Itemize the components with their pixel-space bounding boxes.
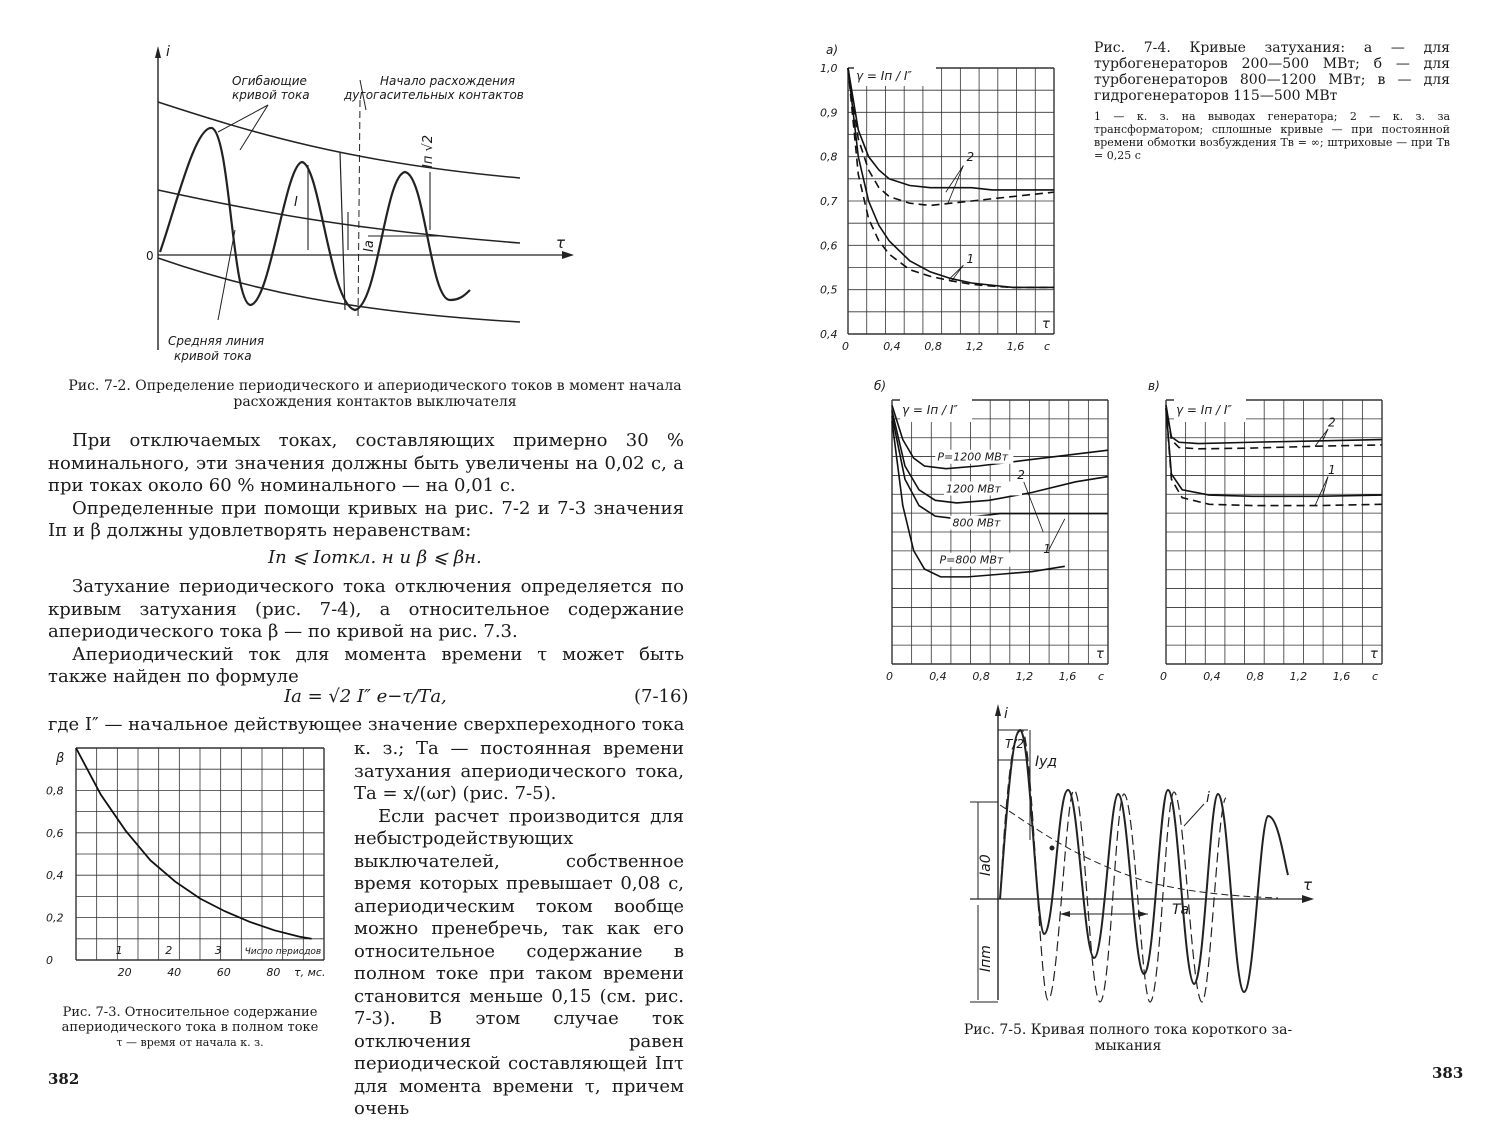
fig74a-unit: с xyxy=(1044,340,1051,353)
fig73-xlabel: τ, мс. xyxy=(294,966,326,979)
page-number-left: 382 xyxy=(48,1070,80,1088)
fig74b-xtick: 1,6 xyxy=(1058,670,1077,683)
fig74c-curve-label-1: 1 xyxy=(1328,462,1336,477)
fig74b-panel-label: б) xyxy=(874,379,887,393)
paragraph-1: При отключаемых токах, составляющих примерно 30 % номинального, эти значения должны быть увеличены на 0,02 с, а при токах около 60 % номинального — на 0,01 с. xyxy=(48,430,684,496)
fig74a-curve-label-2: 2 xyxy=(966,150,975,165)
where-line: где I″ — начальное действующее значение сверхпереходного тока xyxy=(48,714,685,735)
fig-7-3-chart xyxy=(44,740,344,1000)
left-page xyxy=(0,0,748,1119)
fig-7-4b-chart xyxy=(870,376,1120,686)
fig74c-leader-1a xyxy=(1315,477,1328,506)
fig73-ylabel: β xyxy=(56,751,65,766)
fig75-caption-line2: мыкания xyxy=(1094,1038,1162,1054)
fig74c-axis-tau: τ xyxy=(1370,647,1378,662)
fig73-ytick: 0,8 xyxy=(46,784,64,798)
fig74c-xtick: 1,6 xyxy=(1332,670,1351,683)
fig73-period-tick: 1 xyxy=(115,944,123,957)
fig74a-ytick: 0,4 xyxy=(820,328,838,341)
fig74a-series-3 xyxy=(848,68,1054,287)
fig74a-xtick: 0 xyxy=(842,340,849,353)
fig74b-curve-label-2: 800 МВт xyxy=(952,516,1001,530)
fig74a-xtick: 0,4 xyxy=(883,340,901,353)
fig73-ytick: 0,6 xyxy=(46,826,64,840)
body-text-middle xyxy=(48,576,684,689)
fig74b-curve-label-1: 1200 МВт xyxy=(946,482,1001,496)
right-page xyxy=(748,0,1495,1104)
fig74c-xtick: 0,4 xyxy=(1203,670,1221,683)
fig74c-xtick: 1,2 xyxy=(1289,670,1308,683)
fig72-label-Ia: Iа xyxy=(362,240,377,252)
fig74b-xtick: 1,2 xyxy=(1015,670,1034,683)
fig72-axis-tau: τ xyxy=(556,234,566,252)
fig73-caption-line3: τ — время от начала к. з. xyxy=(116,1036,264,1049)
fig72-envelope-line1: Огибающие xyxy=(232,74,307,88)
fig74b-xtick: 0,8 xyxy=(972,670,990,683)
fig74b-leader-2 xyxy=(1024,482,1043,532)
fig-7-5 xyxy=(948,700,1348,1020)
fig72-caption-line2: расхождения контактов выключателя xyxy=(233,394,517,410)
fig74c-curve-label-2: 2 xyxy=(1328,415,1336,430)
fig-7-4a-chart xyxy=(816,40,1076,360)
fig73-ytick: 0,4 xyxy=(46,869,64,883)
right-column-text xyxy=(354,738,684,1121)
fig74a-curve-label-1: 1 xyxy=(966,252,975,267)
fig73-ytick: 0 xyxy=(46,954,53,967)
right-column-paragraph-2: Если расчет производится для небыстродействующих выключателей, собственное время которых превышает 0,08 с, апериодическим током вообще можно пренебречь, так как его относительное содержание в полном токе при таком времени становится меньше 0,15 (см. рис. 7-3). В этом случае ток отключения равен периодической составляющей Iпτ для момента времени τ, причем очень xyxy=(354,805,684,1119)
fig74a-ytick: 0,8 xyxy=(820,150,838,164)
paragraph-2: Определенные при помощи кривых на рис. 7-2 и 7-3 значения Iп и β должны удовлетворять неравенствам: xyxy=(48,497,684,541)
fig74a-xtick: 0,8 xyxy=(924,340,942,353)
fig74b-gamma-label: γ = Iп / I″ xyxy=(902,403,958,417)
fig74a-xtick: 1,2 xyxy=(965,340,984,353)
fig74b-leader-1 xyxy=(1049,519,1065,551)
fig75-label-Inm: Iпm xyxy=(978,945,994,972)
fig74c-gamma-label: γ = Iп / I″ xyxy=(1176,403,1232,417)
formula-7-16: Iа = √2 I″ e−τ/Tа, xyxy=(284,686,447,707)
fig74b-curve-2 xyxy=(892,416,1108,519)
fig75-label-Ta: Tа xyxy=(1172,902,1190,918)
fig74-caption-title: Рис. 7-4. Кривые затухания: а — для турбогенераторов 200—500 МВт; б — для турбогенераторов 800—1200 МВт; в — для гидрогенераторов 115—500 МВт xyxy=(1094,40,1450,104)
fig75-label-T2: T/2 xyxy=(1005,737,1025,751)
fig73-xtick: 80 xyxy=(266,966,281,979)
fig72-axis-i: i xyxy=(166,44,170,60)
body-text-top xyxy=(48,430,684,543)
fig74b-curve-label-0: P=1200 МВт xyxy=(937,450,1009,464)
fig74b-group-label-2: 2 xyxy=(1017,468,1025,483)
paragraph-4: Апериодический ток для момента времени τ может быть также найден по формуле xyxy=(48,643,684,687)
fig74a-ytick: 1,0 xyxy=(820,62,838,75)
fig73-xtick: 20 xyxy=(117,966,132,979)
inequality: Iп ⩽ Iоткл. н и β ⩽ βн. xyxy=(268,547,482,568)
fig74a-ytick: 0,7 xyxy=(820,195,838,208)
fig73-caption-line2: апериодического тока в полном токе xyxy=(61,1020,319,1035)
fig74a-ytick: 0,6 xyxy=(820,239,838,253)
fig73-ytick: 0,2 xyxy=(46,911,64,925)
fig72-mean-line2: кривой тока xyxy=(174,349,252,363)
fig74b-axis-tau: τ xyxy=(1096,647,1104,662)
fig74a-axis-tau: τ xyxy=(1042,317,1050,332)
fig72-start-line1: Начало расхождения xyxy=(380,74,516,88)
fig72-mean-line1: Средняя линия xyxy=(168,334,265,348)
fig75-caption xyxy=(918,1022,1338,1054)
fig74b-xtick: 0 xyxy=(886,670,893,683)
fig73-caption-line1: Рис. 7-3. Относительное содержание xyxy=(62,1005,318,1020)
fig73-curve xyxy=(76,748,312,939)
fig74c-xtick: 0,8 xyxy=(1246,670,1264,683)
fig74b-unit: с xyxy=(1098,670,1105,683)
right-column-paragraph-1: к. з.; Tа — постоянная времени затухания апериодического тока, Tа = x/(ωr) (рис. 7-5). xyxy=(354,738,684,804)
fig73-periods-label: Число периодов xyxy=(244,947,322,957)
fig72-label-I: I xyxy=(294,195,298,210)
fig74a-ytick: 0,5 xyxy=(820,283,838,297)
fig74a-ytick: 0,9 xyxy=(820,106,838,120)
fig73-period-tick: 3 xyxy=(214,944,222,957)
fig72-caption-line1: Рис. 7-2. Определение периодического и апериодического токов в момент начала xyxy=(68,378,682,394)
fig75-label-Ia0: Iа0 xyxy=(978,854,994,876)
fig74b-xtick: 0,4 xyxy=(929,670,947,683)
fig74b-group-label-1: 1 xyxy=(1043,542,1051,557)
fig74-caption xyxy=(1094,40,1450,162)
fig-7-2 xyxy=(0,0,748,380)
fig74c-panel-label: в) xyxy=(1148,379,1160,393)
paragraph-3: Затухание периодического тока отключения определяется по кривым затухания (рис. 7-4), а относительное содержание апериодического тока β — по кривой на рис. 7.3. xyxy=(48,576,684,642)
fig75-axis-i: i xyxy=(1004,706,1008,722)
fig74b-curve-label-3: P=800 МВт xyxy=(939,553,1004,567)
fig74a-gamma-label: γ = Iп / I″ xyxy=(856,69,912,83)
fig72-caption xyxy=(40,378,710,410)
fig72-envelope-line2: кривой тока xyxy=(232,88,310,102)
fig74c-xtick: 0 xyxy=(1160,670,1167,683)
page-number-right: 383 xyxy=(1432,1064,1464,1082)
fig73-caption xyxy=(44,1005,336,1050)
fig74-caption-note: 1 — к. з. на выводах генератора; 2 — к. з. за трансформатором; сплошные кривые — при постоянной времени обмотки возбуждения Tв = ∞; штриховые — при Tв = 0,25 с xyxy=(1094,110,1450,162)
fig-7-4c-chart xyxy=(1144,376,1394,686)
fig75-label-Iyd: Iуд xyxy=(1035,754,1058,770)
fig74a-xtick: 1,6 xyxy=(1006,340,1025,353)
fig75-caption-line1: Рис. 7-5. Кривая полного тока короткого за- xyxy=(963,1022,1293,1038)
fig75-axis-tau: τ xyxy=(1303,876,1313,894)
fig75-label-i: i xyxy=(1206,790,1210,806)
fig72-zero: 0 xyxy=(146,249,154,263)
fig74c-unit: с xyxy=(1372,670,1379,683)
fig74a-series-0 xyxy=(848,68,1054,190)
fig74a-series-2 xyxy=(848,68,1054,287)
fig72-label-In2: Iп √2 xyxy=(421,134,436,168)
fig73-period-tick: 2 xyxy=(165,944,173,957)
fig73-xtick: 40 xyxy=(167,966,182,979)
fig74a-panel-label: а) xyxy=(826,43,839,57)
fig74a-leader-2b xyxy=(948,166,963,204)
fig72-start-line2: дугогасительных контактов xyxy=(344,88,524,102)
formula-number: (7-16) xyxy=(634,686,689,707)
fig73-xtick: 60 xyxy=(216,966,231,979)
